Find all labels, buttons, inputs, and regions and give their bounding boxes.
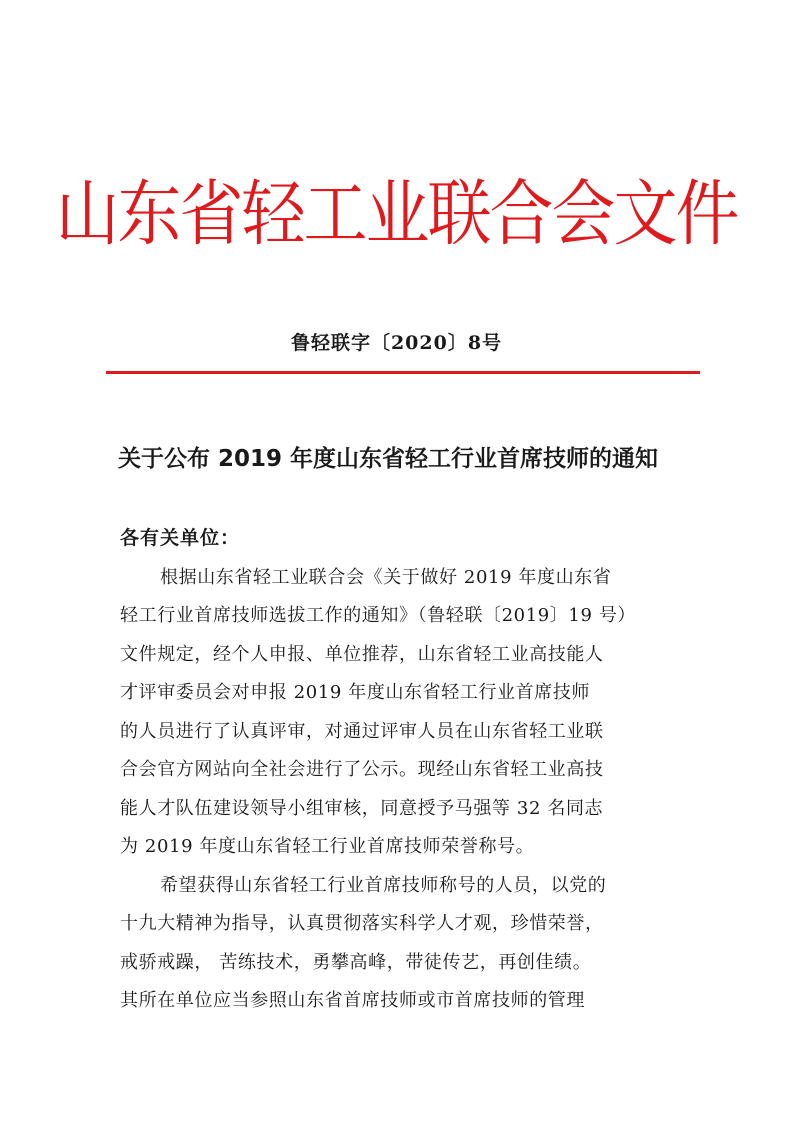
notice-title: 关于公布 2019 年度山东省轻工行业首席技师的通知 (118, 446, 659, 472)
body-line: 才评审委员会对申报 2019 年度山东省轻工行业首席技师 (120, 682, 591, 703)
body-line: 轻工行业首席技师选拔工作的通知》（鲁轻联〔2019〕19 号） (120, 605, 637, 626)
body-line: 的人员进行了认真评审，对通过评审人员在山东省轻工业联 (120, 721, 604, 742)
document-number: 鲁轻联字〔2020〕8号 (290, 332, 503, 354)
body-line: 戒骄戒躁， 苦练技术，勇攀高峰，带徒传艺，再创佳绩。 (120, 952, 592, 973)
body-line: 希望获得山东省轻工行业首席技师称号的人员，以党的 (160, 875, 607, 896)
red-divider-line (106, 371, 700, 374)
body-line: 根据山东省轻工业联合会《关于做好 2019 年度山东省 (160, 567, 612, 588)
issuing-organization-header: 山东省轻工业联合会文件 (55, 173, 738, 257)
body-line: 合会官方网站向全社会进行了公示。现经山东省轻工业高技 (120, 759, 604, 780)
body-line: 文件规定，经个人申报、单位推荐，山东省轻工业高技能人 (120, 644, 604, 665)
body-line: 其所在单位应当参照山东省首席技师或市首席技师的管理 (120, 990, 585, 1011)
body-line: 十九大精神为指导，认真贯彻落实科学人才观，珍惜荣誉， (120, 913, 604, 934)
salutation: 各有关单位： (120, 527, 241, 549)
body-line: 为 2019 年度山东省轻工行业首席技师荣誉称号。 (120, 836, 535, 857)
body-line: 能人才队伍建设领导小组审核，同意授予马强等 32 名同志 (120, 798, 604, 819)
